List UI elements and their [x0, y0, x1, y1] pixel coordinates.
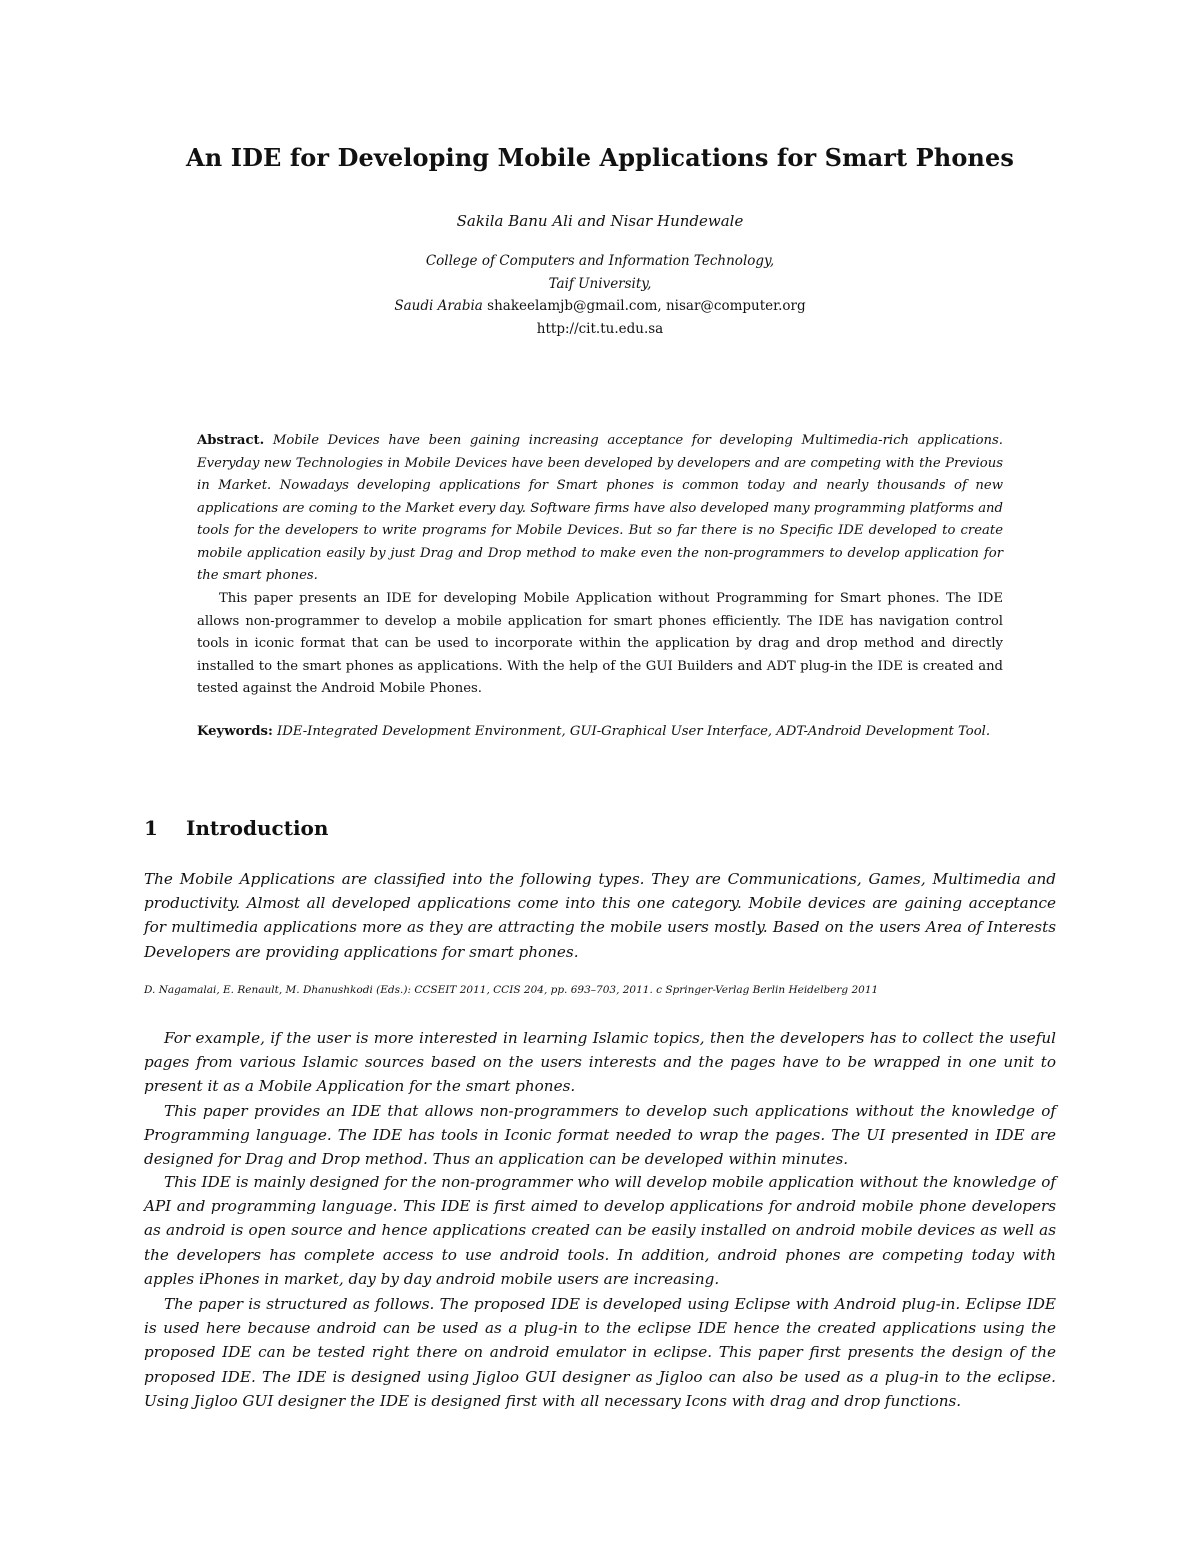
affiliation-university: Taif University,	[548, 275, 652, 292]
affiliation-contact-line	[0, 295, 1200, 318]
abstract-label: Abstract.	[197, 433, 265, 448]
keywords-label: Keywords:	[197, 724, 273, 739]
affiliation	[0, 250, 1200, 340]
keywords	[197, 721, 1003, 744]
intro-paragraph-2: For example, if the user is more interested in learning Islamic topics, then the developers has to collect the useful pages from various Islamic sources based on the users interests and the pages have to be wrapped in one unit to present it as a Mobile Application for the smart phones.	[144, 1029, 1056, 1096]
keywords-text: IDE-Integrated Development Environment, GUI-Graphical User Interface, ADT-Android Development Tool.	[277, 724, 991, 739]
section-number: 1	[144, 816, 158, 840]
affiliation-url: http://cit.tu.edu.sa	[536, 320, 664, 337]
affiliation-country: Saudi Arabia	[394, 298, 483, 314]
abstract-paragraph-1	[197, 430, 1003, 588]
section-title: Introduction	[186, 816, 329, 840]
intro-paragraph-1: The Mobile Applications are classified into the following types. They are Communications, Games, Multimedia and productivity. Almost all developed applications come into this one category. Mobile devices are gaining acceptance for multimedia applications more as they are attracting the mobile users mostly. Based on the users Area of Interests Developers are providing applications for smart phones.	[144, 870, 1056, 961]
abstract-paragraph-2: This paper presents an IDE for developing Mobile Application without Programming for Smart phones. The IDE allows non-programmer to develop a mobile application for smart phones efficiently. The IDE has navigation control tools in iconic format that can be used to incorporate within the application by drag and drop method and directly installed to the smart phones as applications. With the help of the GUI Builders and ADT plug-in the IDE is created and tested against the Android Mobile Phones.	[197, 591, 1003, 696]
affiliation-college: College of Computers and Information Technology,	[425, 253, 775, 269]
author-emails: shakeelamjb@gmail.com, nisar@computer.org	[487, 298, 806, 314]
authors: Sakila Banu Ali and Nisar Hundewale	[456, 212, 744, 230]
intro-paragraph-3: This paper provides an IDE that allows non-programmers to develop such applications without the knowledge of Programming language. The IDE has tools in Iconic format needed to wrap the pages. The UI presented in IDE are designed for Drag and Drop method. Thus an application can be developed within minutes.	[144, 1102, 1056, 1169]
intro-paragraph-5: The paper is structured as follows. The proposed IDE is developed using Eclipse with Android plug-in. Eclipse IDE is used here because android can be used as a plug-in to the eclipse IDE hence the created applications using the proposed IDE can be tested right there on android emulator in eclipse. This paper first presents the design of the proposed IDE. The IDE is designed using Jigloo GUI designer as Jigloo can also be used as a plug-in to the eclipse. Using Jigloo GUI designer the IDE is designed first with all necessary Icons with drag and drop functions.	[144, 1295, 1056, 1410]
section-heading-introduction	[144, 816, 328, 840]
abstract-text-1: Mobile Devices have been gaining increasing acceptance for developing Multimedia-rich applications. Everyday new Technologies in Mobile Devices have been developed by developers and are competing with the Previous in Market. Nowadays developing applications for Smart phones is common today and nearly thousands of new applications are coming to the Market every day. Software firms have also developed many programming platforms and tools for the developers to write programs for Mobile Devices. But so far there is no Specific IDE developed to create mobile application easily by just Drag and Drop method to make even the non-programmers to develop application for the smart phones.	[197, 433, 1003, 583]
footnote-citation: D. Nagamalai, E. Renault, M. Dhanushkodi (Eds.): CCSEIT 2011, CCIS 204, pp. 693–703, 2011. c Springer-Verlag Berlin Heidelberg 2011	[144, 984, 879, 996]
intro-paragraph-4: This IDE is mainly designed for the non-programmer who will develop mobile application without the knowledge of API and programming language. This IDE is first aimed to develop applications for android mobile phone developers as android is open source and hence applications created can be easily installed on android mobile devices as well as the developers has complete access to use android tools. In addition, android phones are competing today with apples iPhones in market, day by day android mobile users are increasing.	[144, 1173, 1056, 1288]
paper-title: An IDE for Developing Mobile Applications for Smart Phones	[186, 143, 1014, 172]
